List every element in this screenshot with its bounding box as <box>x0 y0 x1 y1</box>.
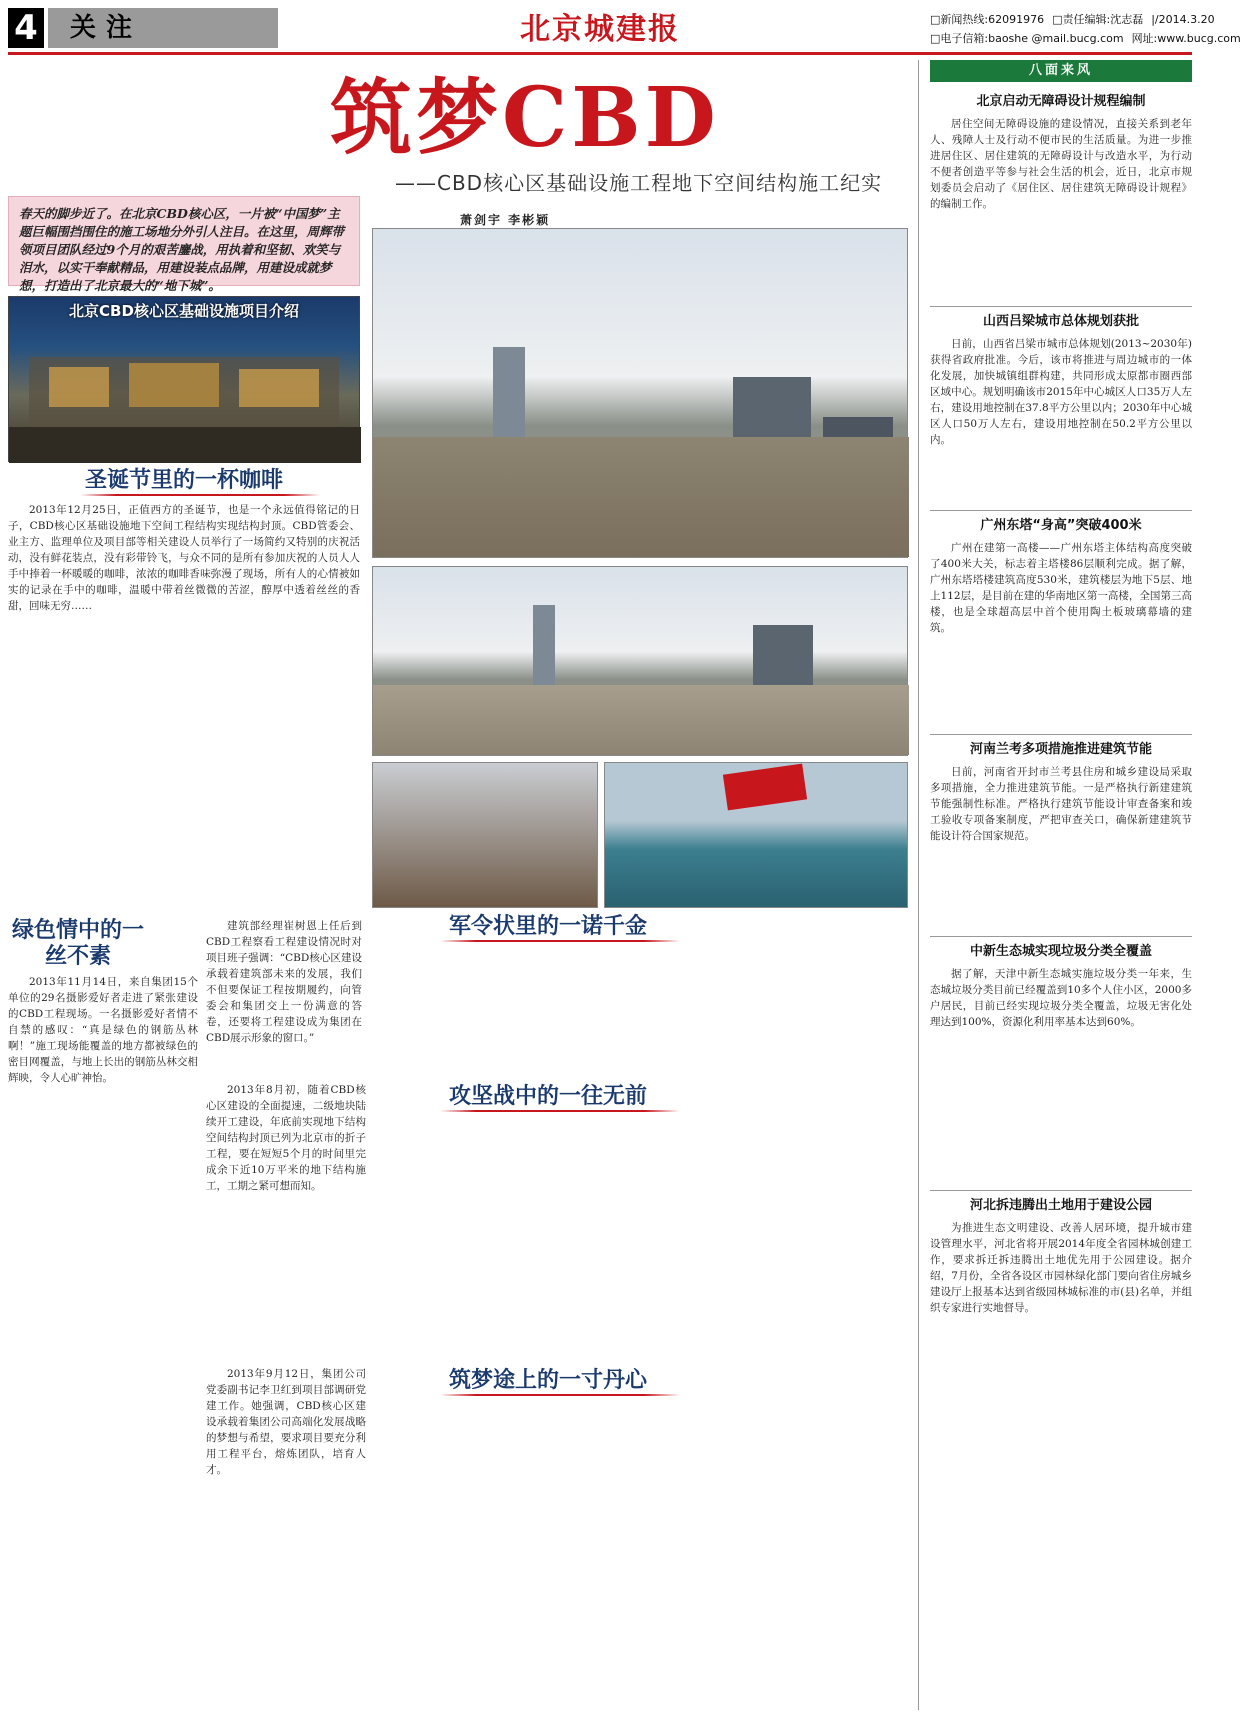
section-3-heading: 军令状里的一诺千金 <box>448 914 647 939</box>
cbd-diagram-image <box>9 297 361 463</box>
email: □电子信箱:baoshe @mail.bucg.com <box>930 32 1124 45</box>
workers-photo <box>372 762 598 908</box>
news-2-headline: 山西吕梁城市总体规划获批 <box>982 314 1139 329</box>
news-divider <box>930 510 1192 511</box>
news-divider <box>930 306 1192 307</box>
section-5-text <box>206 1366 366 1706</box>
intro-box: 春天的脚步近了。在北京CBD核心区，一片被“中国梦”主题巨幅围挡围住的施工场地分外引人注目。在这里，周辉带领项目团队经过9个月的艰苦鏖战，用执着和坚韧、欢笑与泪水，以实干奉献精品，用建设装点品牌，用建设成就梦想，打造出了北京最大的“地下城”。 <box>8 196 360 286</box>
masthead: 北京城建报 <box>520 12 680 47</box>
section-3-text <box>206 918 362 1058</box>
page-number: 4 <box>8 8 44 48</box>
news-3-text: 广州在建第一高楼——广州东塔主体结构高度突破了400米大关，标志着主塔楼86层顺利完成。据了解，广州东塔塔楼建筑高度530米，建筑楼层为地下5层、地上112层，是目前在建的华南地区第一高楼，全国第三高楼，也是全球超高层中首个使用陶土板玻璃幕墙的建筑。 <box>930 542 1192 634</box>
news-1-text: 居住空间无障碍设施的建设情况，直接关系到老年人、残障人士及行动不便市民的生活质量。为进一步推进居住区、居住建筑的无障碍设计与改造水平，为行动不便者创造平等参与社会生活的机会，近日，北京市规划委员会启动了《居住区、居住建筑无障碍设计规程》的编制工作。 <box>930 118 1192 210</box>
news-1-headline: 北京启动无障碍设计规程编制 <box>976 94 1146 109</box>
sidebar-divider <box>918 60 919 1710</box>
hotline: □新闻热线:62091976 <box>930 13 1045 26</box>
header-rule <box>8 52 1192 55</box>
news-6-headline: 河北拆违腾出土地用于建设公园 <box>969 1198 1152 1213</box>
section-1-heading: 圣诞节里的一杯咖啡 <box>84 468 283 493</box>
section-2-text <box>8 974 198 1714</box>
section-2-paragraph: 2013年11月14日，来自集团15个单位的29名摄影爱好者走进了紧张建设的CBD工程现场。一名摄影爱好者情不自禁的感叹：“真是绿色的钢筋丛林啊！”施工现场能覆盖的地方都被绿色的密目网覆盖，与地上长出的钢筋丛林交相辉映，令人心旷神怡。 <box>8 976 198 1084</box>
header-info <box>930 10 1241 48</box>
news-divider <box>930 1190 1192 1191</box>
news-4-text: 日前，河南省开封市兰考县住房和城乡建设局采取多项措施，全力推进建筑节能。一是严格执行新建建筑节能强制性标准。严格执行建筑节能设计审查备案和竣工验收专项备案制度，严把审查关口，确保新建建筑节能设计符合国家规范。 <box>930 766 1192 842</box>
team-photo <box>604 762 908 908</box>
section-5-paragraph: 2013年9月12日，集团公司党委副书记李卫红到项目部调研党建工作。她强调，CBD核心区建设承载着集团公司高端化发展战略的梦想与希望，要求项目要充分利用工程平台，熔炼团队，培育人才。 <box>206 1368 366 1476</box>
cbd-site-photo-main <box>372 228 908 558</box>
website: 网址:www.bucg.com <box>1131 32 1241 45</box>
section-name: 关注 <box>48 8 278 48</box>
graphic-title: 北京CBD核心区基础设施项目介绍 <box>69 302 299 320</box>
section-4-text <box>206 1082 366 1362</box>
news-divider <box>930 936 1192 937</box>
news-6-text: 为推进生态文明建设、改善人居环境，提升城市建设管理水平，河北省将开展2014年度全省园林城创建工作，要求拆迁拆违腾出土地优先用于公园建设。据介绍，7月份，全省各设区市园林绿化部门要向省住房城乡建设厅上报基本达到省级园林城标准的市(县)名单，并组织专家进行实地督导。 <box>930 1222 1192 1314</box>
section-5-heading: 筑梦途上的一寸丹心 <box>448 1368 647 1393</box>
news-divider <box>930 734 1192 735</box>
article-subtitle: ——CBD核心区基础设施工程地下空间结构施工纪实 <box>395 171 883 195</box>
article-title: 筑梦CBD <box>330 70 720 166</box>
section-2-heading: 绿色情中的一丝不素 <box>11 918 144 969</box>
section-1-text <box>8 502 360 906</box>
news-5-text: 据了解，天津中新生态城实施垃圾分类一年来，生态城垃圾分类目前已经覆盖到10多个人住小区，2000多户居民，目前已经实现垃圾分类全覆盖，垃圾无害化处理达到100%，资源化利用率基本达到60%。 <box>930 968 1192 1028</box>
cbd-site-photo-secondary <box>372 566 908 756</box>
editor: □责任编辑:沈志磊 <box>1052 13 1144 26</box>
team-flag <box>723 764 807 811</box>
news-2-text: 日前，山西省吕梁市城市总体规划(2013~2030年)获得省政府批准。今后，该市将推进与周边城市的一体化发展，加快城镇组群构建，共同形成太原都市圈西部区域中心。规划明确该市2015年中心城区人口35万人左右，建设用地控制在37.8平方公里以内；2030年中心城区人口50万人左右，建设用地控制在50.2平方公里以内。 <box>930 338 1192 446</box>
article-byline: 萧剑宇 李彬颖 <box>460 213 551 227</box>
news-4-headline: 河南兰考多项措施推进建筑节能 <box>969 742 1152 757</box>
news-5-headline: 中新生态城实现垃圾分类全覆盖 <box>969 944 1152 959</box>
news-3-headline: 广州东塔“身高”突破400米 <box>980 518 1142 533</box>
section-4-heading: 攻坚战中的一往无前 <box>448 1084 647 1109</box>
cbd-project-graphic <box>8 296 360 462</box>
section-3-paragraph: 建筑部经理崔树恩上任后到CBD工程察看工程建设情况时对项目班子强调：“CBD核心区建设承载着建筑部未来的发展，我们不但要保证工程按期履约，向管委会和集团交上一份满意的答卷，还要将工程建设成为集团在CBD展示形象的窗口。” <box>206 920 362 1044</box>
section-1-paragraph: 2013年12月25日，正值西方的圣诞节，也是一个永远值得铭记的日子，CBD核心区基础设施地下空间工程结构实现结构封顶。CBD管委会、业主方、监理单位及项目部等相关建设人员举行了一场简约又特别的庆祝活动，没有鲜花装点，没有彩带铃飞，与众不同的是所有参加庆祝的人员人人手中捧着一杯暖暖的咖啡，浓浓的咖啡香味弥漫了现场，所有人的心情被如实的记录在手中的咖啡，温暖中带着丝微微的苦涩，醇厚中透着丝丝的香甜，回味无穷…… <box>8 504 360 612</box>
section-4-paragraph: 2013年8月初，随着CBD核心区建设的全面提速，二级地块陆续开工建设，年底前实现地下结构空间结构封顶已列为北京市的折子工程，要在短短5个月的时间里完成余下近10万平米的地下结构施工，工期之紧可想而知。 <box>206 1084 366 1192</box>
issue-date: |/2014.3.20 <box>1151 13 1215 26</box>
sidebar-header: 八面来风 <box>930 60 1192 82</box>
